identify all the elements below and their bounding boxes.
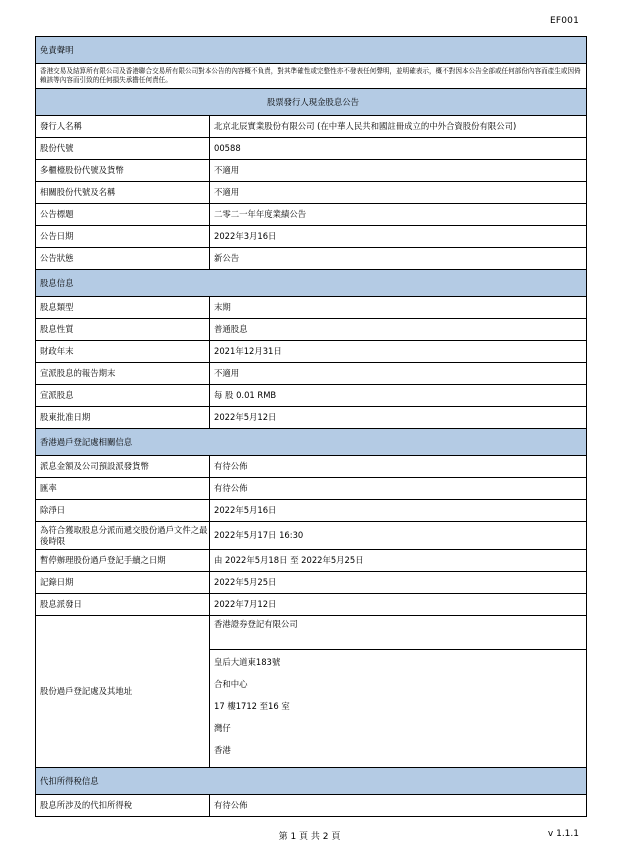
field-value: 普通股息 <box>210 319 587 341</box>
field-label: 為符合獲取股息分派而遞交股份過戶文件之最後時限 <box>36 522 210 550</box>
table-row <box>36 248 587 270</box>
address-line: 灣仔 <box>214 723 231 733</box>
dividend-heading: 股息信息 <box>36 270 587 297</box>
table-row <box>36 138 587 160</box>
tax-heading: 代扣所得稅信息 <box>36 768 587 795</box>
field-label: 發行人名稱 <box>36 116 210 138</box>
field-label: 股東批准日期 <box>36 407 210 429</box>
registrar-label: 股份過戶登記處及其地址 <box>36 616 210 768</box>
field-label: 記錄日期 <box>36 572 210 594</box>
field-value: 2022年5月16日 <box>210 500 587 522</box>
announcement-section-header <box>36 89 587 116</box>
field-label: 股份代號 <box>36 138 210 160</box>
field-value: 2022年7月12日 <box>210 594 587 616</box>
field-value: 二零二一年年度業績公告 <box>210 204 587 226</box>
field-label: 派息金額及公司預設派發貨幣 <box>36 456 210 478</box>
table-row <box>36 572 587 594</box>
field-label: 宣派股息 <box>36 385 210 407</box>
table-row <box>36 341 587 363</box>
dividend-announcement-form <box>35 36 587 817</box>
table-row <box>36 478 587 500</box>
form-code: EF001 <box>549 16 579 26</box>
field-value: 2022年3月16日 <box>210 226 587 248</box>
address-line: 香港 <box>214 745 231 755</box>
field-label: 股息性質 <box>36 319 210 341</box>
field-value: 不適用 <box>210 182 587 204</box>
table-row <box>36 500 587 522</box>
field-label: 暫停辦理股份過戶登記手續之日期 <box>36 550 210 572</box>
table-row <box>36 116 587 138</box>
field-value: 北京北辰實業股份有限公司 (在中華人民共和國註冊成立的中外合資股份有限公司) <box>210 116 587 138</box>
table-row <box>36 160 587 182</box>
registrar-section-heading: 香港過戶登記處相關信息 <box>36 429 587 456</box>
field-label: 公告狀態 <box>36 248 210 270</box>
table-row <box>36 522 587 550</box>
field-value: 不適用 <box>210 160 587 182</box>
address-line: 皇后大道東183號 <box>214 657 281 667</box>
table-row <box>36 204 587 226</box>
field-value: 有待公佈 <box>210 478 587 500</box>
disclaimer-row <box>36 64 587 89</box>
table-row <box>36 594 587 616</box>
table-row <box>36 297 587 319</box>
field-value: 2022年5月12日 <box>210 407 587 429</box>
field-label: 公告日期 <box>36 226 210 248</box>
field-label: 匯率 <box>36 478 210 500</box>
table-row <box>36 385 587 407</box>
disclaimer-section-header <box>36 37 587 64</box>
field-value: 2021年12月31日 <box>210 341 587 363</box>
version-label: v 1.1.1 <box>547 829 579 839</box>
registrar-name-row <box>36 616 587 650</box>
field-value: 有待公佈 <box>210 795 587 817</box>
field-value: 2022年5月25日 <box>210 572 587 594</box>
dividend-section-header <box>36 270 587 297</box>
field-label: 多櫃檯股份代號及貨幣 <box>36 160 210 182</box>
field-value: 由 2022年5月18日 至 2022年5月25日 <box>210 550 587 572</box>
tax-section-header <box>36 768 587 795</box>
registrar-address <box>210 650 587 768</box>
disclaimer-heading: 免責聲明 <box>36 37 587 64</box>
field-label: 公告標題 <box>36 204 210 226</box>
registrar-name: 香港證券登記有限公司 <box>210 616 587 650</box>
field-value: 末期 <box>210 297 587 319</box>
field-label: 財政年末 <box>36 341 210 363</box>
address-line: 合和中心 <box>214 679 248 689</box>
registrar-section-header <box>36 429 587 456</box>
field-value: 00588 <box>210 138 587 160</box>
field-label: 股息所涉及的代扣所得稅 <box>36 795 210 817</box>
table-row <box>36 226 587 248</box>
table-row <box>36 456 587 478</box>
field-label: 宣派股息的報告期末 <box>36 363 210 385</box>
table-row <box>36 795 587 817</box>
table-row <box>36 182 587 204</box>
page-number: 第 1 頁 共 2 頁 <box>278 832 341 842</box>
field-value: 2022年5月17日 16:30 <box>210 522 587 550</box>
field-label: 相關股份代號及名稱 <box>36 182 210 204</box>
table-row <box>36 550 587 572</box>
field-label: 除淨日 <box>36 500 210 522</box>
field-label: 股息派發日 <box>36 594 210 616</box>
field-value: 每 股 0.01 RMB <box>210 385 587 407</box>
address-line: 17 樓1712 至16 室 <box>214 701 290 711</box>
field-value: 不適用 <box>210 363 587 385</box>
table-row <box>36 407 587 429</box>
field-label: 股息類型 <box>36 297 210 319</box>
field-value: 有待公佈 <box>210 456 587 478</box>
table-row <box>36 319 587 341</box>
announcement-heading: 股票發行人現金股息公告 <box>36 89 587 116</box>
table-row <box>36 363 587 385</box>
disclaimer-text: 香港交易及結算所有限公司及香港聯合交易所有限公司對本公告的內容概不負責，對其準確性或完整性亦不發表任何聲明，並明確表示，概不對因本公告全部或任何部份內容而產生或因倚賴該等內容而引致的任何損失承擔任何責任。 <box>36 64 587 89</box>
field-value: 新公告 <box>210 248 587 270</box>
